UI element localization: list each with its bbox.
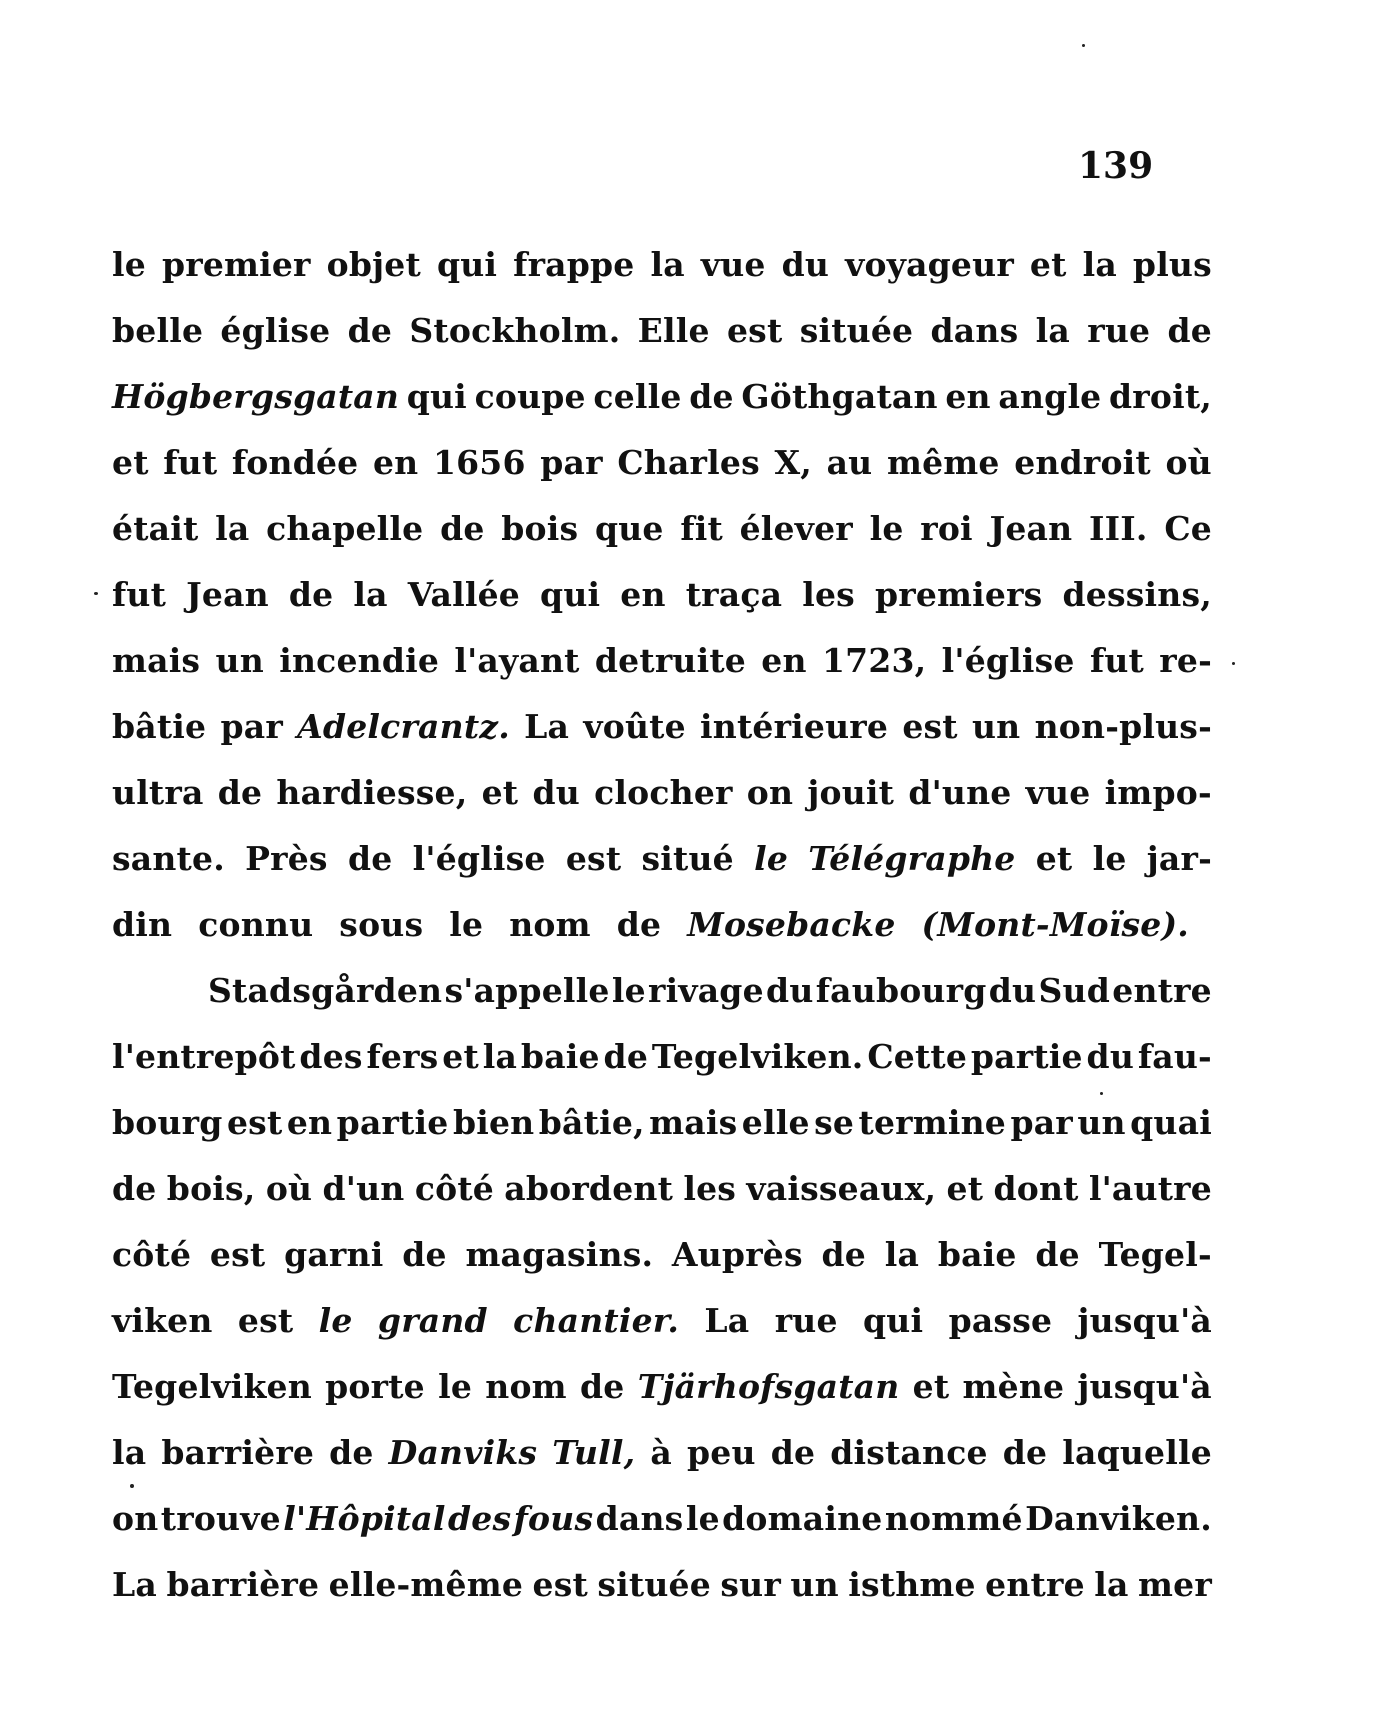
word: distance <box>830 1433 988 1472</box>
word: connu <box>198 905 314 944</box>
word: passe <box>948 1301 1053 1340</box>
word: laquelle <box>1062 1433 1212 1472</box>
text-line <box>112 826 1212 892</box>
text-line <box>112 1486 1212 1552</box>
word: est <box>532 1565 588 1604</box>
word: sur <box>720 1565 781 1604</box>
word: où <box>265 1169 313 1208</box>
word: Sud <box>1038 971 1110 1010</box>
word: situé <box>641 839 734 878</box>
word: nom <box>485 1367 567 1406</box>
word: s'appelle <box>444 971 610 1010</box>
text-line <box>112 628 1212 694</box>
word: un <box>790 1565 839 1604</box>
word: bois, <box>166 1169 256 1208</box>
word: les <box>802 575 855 614</box>
word: partie <box>970 1037 1083 1076</box>
word: se <box>814 1103 855 1142</box>
word: vue <box>700 245 766 284</box>
word: du <box>781 245 830 284</box>
word: fut <box>163 443 218 482</box>
scan-speck <box>1100 1092 1103 1095</box>
word: incendie <box>279 641 440 680</box>
word: mais <box>649 1103 738 1142</box>
word: jar- <box>1146 839 1212 878</box>
word: Auprès <box>671 1235 803 1274</box>
word: de <box>112 1169 157 1208</box>
word: et <box>1035 839 1073 878</box>
word: Jean <box>186 575 269 614</box>
word: de <box>440 509 485 548</box>
word: de <box>1167 311 1212 350</box>
word: rivage <box>648 971 764 1010</box>
word: Cette <box>867 1037 968 1076</box>
word: par <box>540 443 603 482</box>
word: domaine <box>722 1499 883 1538</box>
word: même <box>886 443 1000 482</box>
italic-word: Tjärhofsgatan <box>637 1367 900 1406</box>
word: de <box>580 1367 625 1406</box>
word: trouve <box>160 1499 281 1538</box>
italic-word: le <box>754 839 789 878</box>
word: de <box>616 905 662 944</box>
word: Danviken. <box>1025 1499 1212 1538</box>
word: III. <box>1089 509 1148 548</box>
word: re- <box>1159 641 1212 680</box>
word: un <box>971 707 1021 746</box>
word: elle-même <box>328 1565 524 1604</box>
word: sante. <box>112 839 225 878</box>
word: et <box>481 773 519 812</box>
word: jusqu'à <box>1077 1301 1212 1340</box>
text-line <box>112 1222 1212 1288</box>
word: dessins, <box>1062 575 1212 614</box>
word: Tegelviken <box>112 1367 312 1406</box>
text-line <box>112 760 1212 826</box>
text-line <box>112 1288 1212 1354</box>
word: garni <box>284 1235 384 1274</box>
word: la <box>650 245 685 284</box>
word: premiers <box>874 575 1043 614</box>
word: en <box>286 1103 333 1142</box>
italic-word: l'Hôpital <box>283 1499 446 1538</box>
word: clocher <box>594 773 733 812</box>
word: on <box>112 1499 159 1538</box>
word: Elle <box>637 311 710 350</box>
italic-word: Télégraphe <box>808 839 1016 878</box>
word: baie <box>520 1037 600 1076</box>
word: peu <box>686 1433 756 1472</box>
word: dans <box>595 1499 684 1538</box>
word: et <box>442 1037 479 1076</box>
word: le <box>685 1499 720 1538</box>
word: un <box>1077 1103 1126 1142</box>
word: en <box>945 377 991 416</box>
word: en <box>761 641 807 680</box>
word: la <box>884 1235 920 1274</box>
word: fut <box>1089 641 1144 680</box>
word: les <box>683 1169 737 1208</box>
text-line <box>112 1552 1212 1618</box>
text-line <box>112 496 1212 562</box>
word: Stockholm. <box>409 311 621 350</box>
word: l'autre <box>1088 1169 1212 1208</box>
word: rue <box>1087 311 1151 350</box>
word: la <box>215 509 250 548</box>
word: faubourg <box>815 971 987 1010</box>
word: detruite <box>594 641 746 680</box>
word: et <box>912 1367 950 1406</box>
italic-word: Danviks <box>388 1433 538 1472</box>
word: de <box>329 1433 374 1472</box>
word: droit, <box>1109 377 1212 416</box>
word: dont <box>993 1169 1079 1208</box>
word: de <box>603 1037 649 1076</box>
word: située <box>597 1565 711 1604</box>
word: termine <box>858 1103 1006 1142</box>
word: Ce <box>1164 509 1212 548</box>
word: en <box>372 443 419 482</box>
word: rue <box>774 1301 838 1340</box>
italic-word: fous <box>513 1499 594 1538</box>
word: traça <box>685 575 783 614</box>
word: Göthgatan <box>741 377 938 416</box>
word: la <box>1082 245 1117 284</box>
italic-word: Mosebacke <box>687 905 896 944</box>
text-line <box>112 232 1212 298</box>
word: et <box>112 443 149 482</box>
word: où <box>1165 443 1212 482</box>
word: l'entrepôt <box>112 1037 296 1076</box>
word: nom <box>509 905 591 944</box>
text-line <box>112 694 1212 760</box>
word: le <box>449 905 484 944</box>
italic-word: le <box>318 1301 353 1340</box>
word: La <box>524 707 570 746</box>
word: sous <box>339 905 424 944</box>
word: l'église <box>412 839 546 878</box>
word: d'un <box>322 1169 405 1208</box>
word: fondée <box>231 443 359 482</box>
word: de <box>770 1433 816 1472</box>
text-line <box>112 364 1212 430</box>
word: d'une <box>908 773 1012 812</box>
word: isthme <box>848 1565 976 1604</box>
word: X, <box>774 443 812 482</box>
word: barrière <box>161 1433 315 1472</box>
word: est <box>209 1235 266 1274</box>
word: de <box>1002 1433 1048 1472</box>
italic-word: des <box>448 1499 512 1538</box>
word: de <box>347 311 393 350</box>
text-line <box>112 430 1212 496</box>
word: entre <box>1112 971 1212 1010</box>
word: que <box>594 509 664 548</box>
word: vaisseaux, <box>746 1169 937 1208</box>
word: des <box>299 1037 363 1076</box>
word: La <box>112 1565 157 1604</box>
word: magasins. <box>465 1235 654 1274</box>
word: et <box>1029 245 1067 284</box>
word: bois <box>501 509 579 548</box>
word: à <box>650 1433 672 1472</box>
word: bâtie <box>112 707 207 746</box>
word: voyageur <box>845 245 1014 284</box>
word: en <box>620 575 666 614</box>
italic-word: Adelcrantz. <box>297 707 510 746</box>
text-line <box>112 1156 1212 1222</box>
word: jusqu'à <box>1077 1367 1212 1406</box>
word: la <box>482 1037 518 1076</box>
italic-word: Tull, <box>552 1433 636 1472</box>
word: fers <box>366 1037 439 1076</box>
word: église <box>220 311 331 350</box>
word: la <box>112 1433 147 1472</box>
word: est <box>726 311 783 350</box>
word: élever <box>739 509 853 548</box>
word: bâtie, <box>538 1103 645 1142</box>
scan-speck <box>1082 44 1085 47</box>
word: fit <box>680 509 723 548</box>
word: mène <box>962 1367 1065 1406</box>
word: la <box>1035 311 1070 350</box>
word: abordent <box>504 1169 674 1208</box>
word: barrière <box>166 1565 320 1604</box>
word: qui <box>436 245 498 284</box>
text-line <box>112 1090 1212 1156</box>
word: de <box>1035 1235 1080 1274</box>
word: du <box>766 971 814 1010</box>
word: du <box>1086 1037 1135 1076</box>
word: fau- <box>1137 1037 1212 1076</box>
word: quai <box>1130 1103 1212 1142</box>
word: de <box>821 1235 866 1274</box>
text-line <box>112 1354 1212 1420</box>
text-line <box>112 958 1212 1024</box>
text-line <box>112 1024 1212 1090</box>
word: la <box>1094 1565 1129 1604</box>
word: impo- <box>1104 773 1212 812</box>
italic-word: grand <box>377 1301 488 1340</box>
word: voûte <box>583 707 686 746</box>
word: non-plus- <box>1034 707 1212 746</box>
word: Jean <box>989 509 1073 548</box>
word: le <box>438 1367 473 1406</box>
word: était <box>112 509 199 548</box>
word: et <box>946 1169 984 1208</box>
word: porte <box>325 1367 425 1406</box>
word: de <box>217 773 263 812</box>
word: objet <box>326 245 421 284</box>
word: plus <box>1132 245 1212 284</box>
word: au <box>826 443 873 482</box>
word: premier <box>161 245 311 284</box>
word: de <box>347 839 393 878</box>
word: nommé <box>884 1499 1023 1538</box>
word: la <box>353 575 388 614</box>
text-line <box>112 298 1212 364</box>
word: belle <box>112 311 204 350</box>
word: fut <box>112 575 167 614</box>
word: viken <box>112 1301 213 1340</box>
text-line <box>112 1420 1212 1486</box>
word: du <box>532 773 580 812</box>
scan-speck <box>94 592 98 595</box>
word: de <box>288 575 334 614</box>
scan-speck <box>130 1484 134 1488</box>
word: roi <box>920 509 973 548</box>
word: Tegelviken. <box>651 1037 864 1076</box>
word: intérieure <box>700 707 889 746</box>
scan-speck <box>1232 662 1235 665</box>
word: du <box>988 971 1037 1010</box>
word: on <box>746 773 794 812</box>
word: celle <box>593 377 682 416</box>
word: est <box>565 839 622 878</box>
word: bien <box>452 1103 535 1142</box>
word: Près <box>245 839 328 878</box>
word: Tegel- <box>1098 1235 1212 1274</box>
word: côté <box>414 1169 494 1208</box>
page-number: 139 <box>1078 145 1154 187</box>
word: Charles <box>617 443 760 482</box>
word: de <box>689 377 734 416</box>
word: est <box>237 1301 294 1340</box>
word: située <box>799 311 914 350</box>
word: baie <box>937 1235 1017 1274</box>
word: le <box>611 971 646 1010</box>
word: chapelle <box>266 509 424 548</box>
word: din <box>112 905 173 944</box>
word: mer <box>1138 1565 1212 1604</box>
word: côté <box>112 1235 192 1274</box>
word: 1723, <box>822 641 927 680</box>
word: angle <box>998 377 1102 416</box>
word: qui <box>863 1301 924 1340</box>
word: jouit <box>807 773 895 812</box>
word: qui <box>540 575 601 614</box>
word: elle <box>741 1103 810 1142</box>
word: l'ayant <box>454 641 580 680</box>
word: le <box>112 245 146 284</box>
word: par <box>220 707 283 746</box>
word: entre <box>985 1565 1085 1604</box>
word: par <box>1010 1103 1073 1142</box>
word: un <box>215 641 264 680</box>
word: de <box>402 1235 447 1274</box>
word: bourg <box>112 1103 223 1142</box>
word: endroit <box>1014 443 1151 482</box>
word: 1656 <box>432 443 526 482</box>
italic-word: (Mont-Moïse). <box>921 905 1189 944</box>
word: vue <box>1025 773 1091 812</box>
word: Stadsgården <box>208 971 443 1010</box>
italic-word: chantier. <box>513 1301 680 1340</box>
text-line <box>112 562 1212 628</box>
word: dans <box>930 311 1019 350</box>
word: qui <box>406 377 467 416</box>
text-line <box>112 892 1212 958</box>
word: frappe <box>513 245 635 284</box>
word: l'église <box>941 641 1075 680</box>
word: coupe <box>474 377 586 416</box>
body-text <box>112 232 1212 1618</box>
word: La <box>704 1301 750 1340</box>
word: Vallée <box>407 575 521 614</box>
word: partie <box>336 1103 449 1142</box>
word: est <box>902 707 958 746</box>
italic-word: Högbergsgatan <box>112 377 400 416</box>
word: ultra <box>112 773 204 812</box>
word: le <box>869 509 904 548</box>
word: mais <box>112 641 201 680</box>
word: le <box>1092 839 1127 878</box>
word: hardiesse, <box>276 773 468 812</box>
word: est <box>226 1103 283 1142</box>
